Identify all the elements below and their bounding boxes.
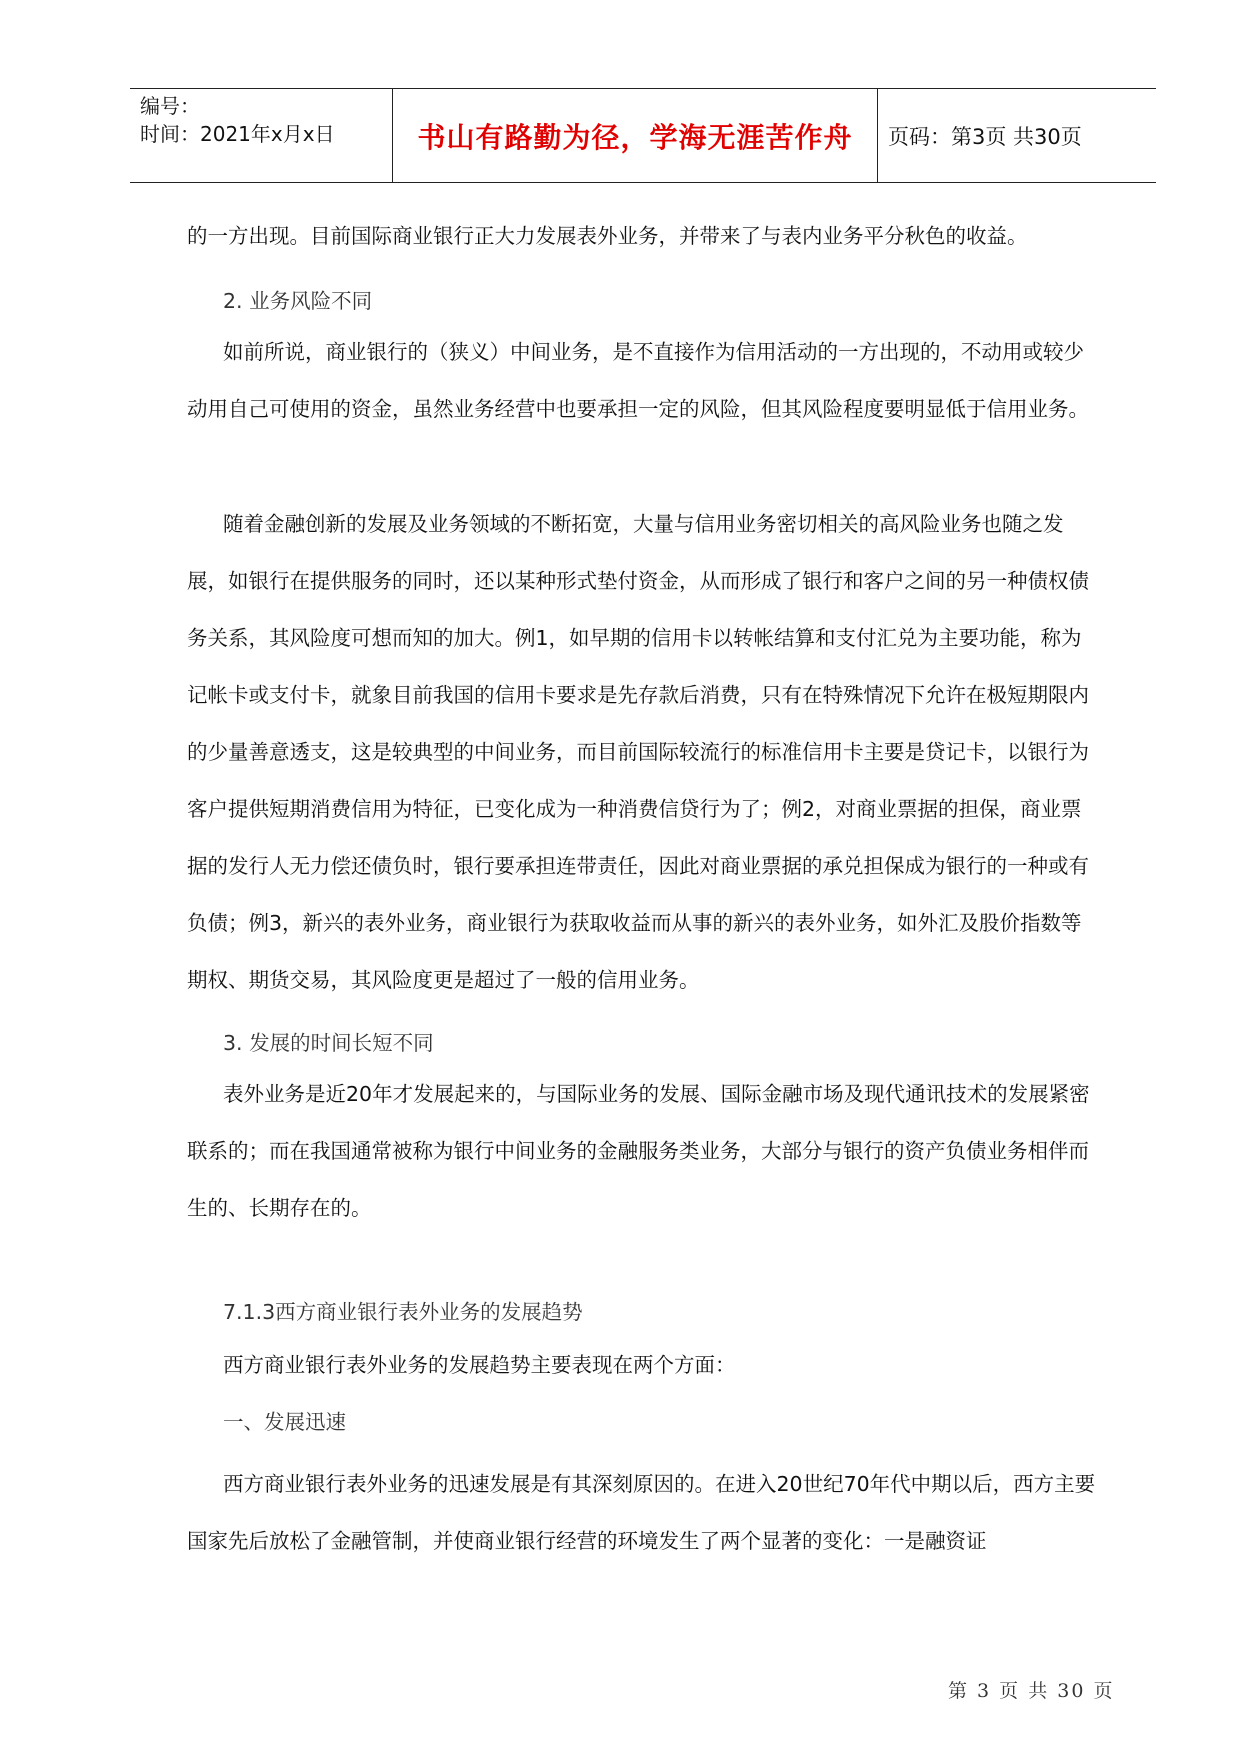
page-header (130, 88, 1156, 183)
paragraph-4: 表外业务是近20年才发展起来的，与国际业务的发展、国际金融市场及现代通讯技术的发展紧密联系的；而在我国通常被称为银行中间业务的金融服务类业务，大部分与银行的资产负债业务相伴而生的、长期存在的。 (187, 1082, 1090, 1220)
paragraph-2: 如前所说，商业银行的（狭义）中间业务，是不直接作为信用活动的一方出现的，不动用或较少动用自己可使用的资金，虽然业务经营中也要承担一定的风险，但其风险程度要明显低于信用业务。 (187, 340, 1089, 421)
heading-3: 3. 发展的时间长短不同 (223, 1031, 434, 1055)
paragraph-3: 随着金融创新的发展及业务领域的不断拓宽，大量与信用业务密切相关的高风险业务也随之发展，如银行在提供服务的同时，还以某种形式垫付资金，从而形成了银行和客户之间的另一种债权债务关系，其风险度可想而知的加大。例1，如早期的信用卡以转帐结算和支付汇兑为主要功能，称为记帐卡或支付卡，就象目前我国的信用卡要求是先存款后消费，只有在特殊情况下允许在极短期限内的少量善意透支，这是较典型的中间业务，而目前国际较流行的标准信用卡主要是贷记卡，以银行为客户提供短期消费信用为特征，已变化成为一种消费信贷行为了；例2，对商业票据的担保，商业票据的发行人无力偿还债负时，银行要承担连带责任，因此对商业票据的承兑担保成为银行的一种或有负债；例3，新兴的表外业务，商业银行为获取收益而从事的新兴的表外业务，如外汇及股价指数等期权、期货交易，其风险度更是超过了一般的信用业务。 (187, 512, 1089, 992)
heading-5: 一、发展迅速 (223, 1410, 346, 1434)
header-page-cell (876, 89, 1168, 182)
paragraph-5: 西方商业银行表外业务的发展趋势主要表现在两个方面： (223, 1353, 736, 1377)
number-label: 编号： (140, 94, 200, 118)
heading-2: 2. 业务风险不同 (223, 289, 373, 313)
header-motto-cell (392, 89, 878, 182)
paragraph-1: 的一方出现。目前国际商业银行正大力发展表外业务，并带来了与表内业务平分秋色的收益。 (187, 224, 1028, 248)
page-code: 页码：第3页 共30页 (888, 124, 1082, 149)
motto-text: 书山有路勤为径，学海无涯苦作舟 (417, 120, 853, 154)
paragraph-6: 西方商业银行表外业务的迅速发展是有其深刻原因的。在进入20世纪70年代中期以后，西方主要国家先后放松了金融管制，并使商业银行经营的环境发生了两个显著的变化：一是融资证 (187, 1472, 1096, 1553)
time-label: 时间：2021年x月x日 (140, 122, 335, 146)
heading-4: 7.1.3西方商业银行表外业务的发展趋势 (223, 1300, 583, 1324)
page-footer: 第 3 页 共 30 页 (948, 1680, 1115, 1702)
